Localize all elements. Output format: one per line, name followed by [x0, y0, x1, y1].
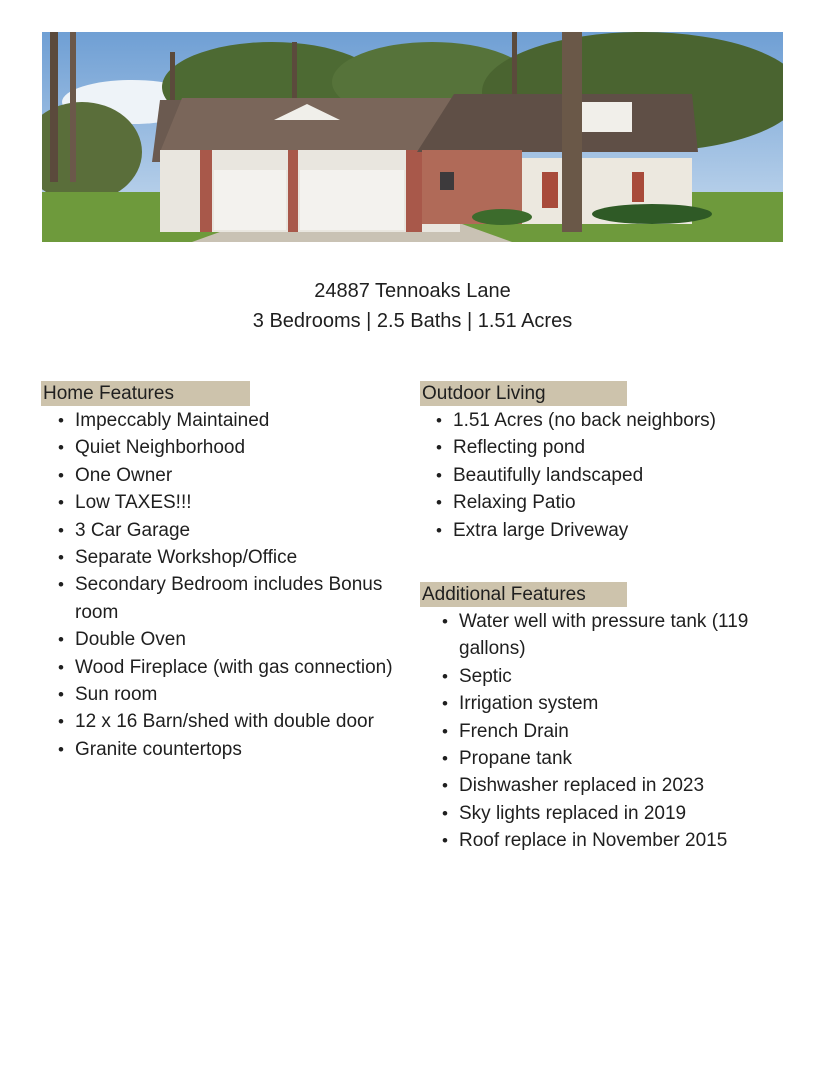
feature-item: • Granite countertops [58, 736, 418, 763]
home-features-list [42, 407, 418, 763]
feature-item: • 12 x 16 Barn/shed with double door [58, 708, 418, 735]
feature-item: • 1.51 Acres (no back neighbors) [436, 407, 796, 434]
home-features-heading: Home Features [41, 381, 250, 406]
feature-item: • Water well with pressure tank (119 gallons) [442, 608, 772, 663]
house-exterior-photo [42, 32, 783, 242]
feature-item: • Wood Fireplace (with gas connection) [58, 654, 418, 681]
feature-item: • Sky lights replaced in 2019 [442, 800, 772, 827]
feature-item: • Secondary Bedroom includes Bonus room [58, 571, 418, 626]
feature-item: • Roof replace in November 2015 [442, 827, 772, 854]
feature-item: • Septic [442, 663, 772, 690]
feature-item: • 3 Car Garage [58, 517, 418, 544]
listing-header [0, 276, 825, 336]
feature-item: • Extra large Driveway [436, 517, 796, 544]
additional-features-heading: Additional Features [420, 582, 627, 607]
feature-item: • Irrigation system [442, 690, 772, 717]
feature-item: • Quiet Neighborhood [58, 434, 418, 461]
feature-item: • Dishwasher replaced in 2023 [442, 772, 772, 799]
feature-item: • Propane tank [442, 745, 772, 772]
feature-item: • Reflecting pond [436, 434, 796, 461]
feature-item: • Low TAXES!!! [58, 489, 418, 516]
listing-address: 24887 Tennoaks Lane [314, 280, 511, 302]
feature-item: • Double Oven [58, 626, 418, 653]
feature-item: • Impeccably Maintained [58, 407, 418, 434]
outdoor-living-list [420, 407, 796, 544]
outdoor-living-heading: Outdoor Living [420, 381, 627, 406]
feature-item: • Separate Workshop/Office [58, 544, 418, 571]
feature-item: • Sun room [58, 681, 418, 708]
additional-features-list [426, 608, 772, 855]
listing-summary: 3 Bedrooms | 2.5 Baths | 1.51 Acres [252, 310, 573, 332]
feature-item: • Relaxing Patio [436, 489, 796, 516]
feature-item: • French Drain [442, 718, 772, 745]
feature-item: • One Owner [58, 462, 418, 489]
feature-item: • Beautifully landscaped [436, 462, 796, 489]
